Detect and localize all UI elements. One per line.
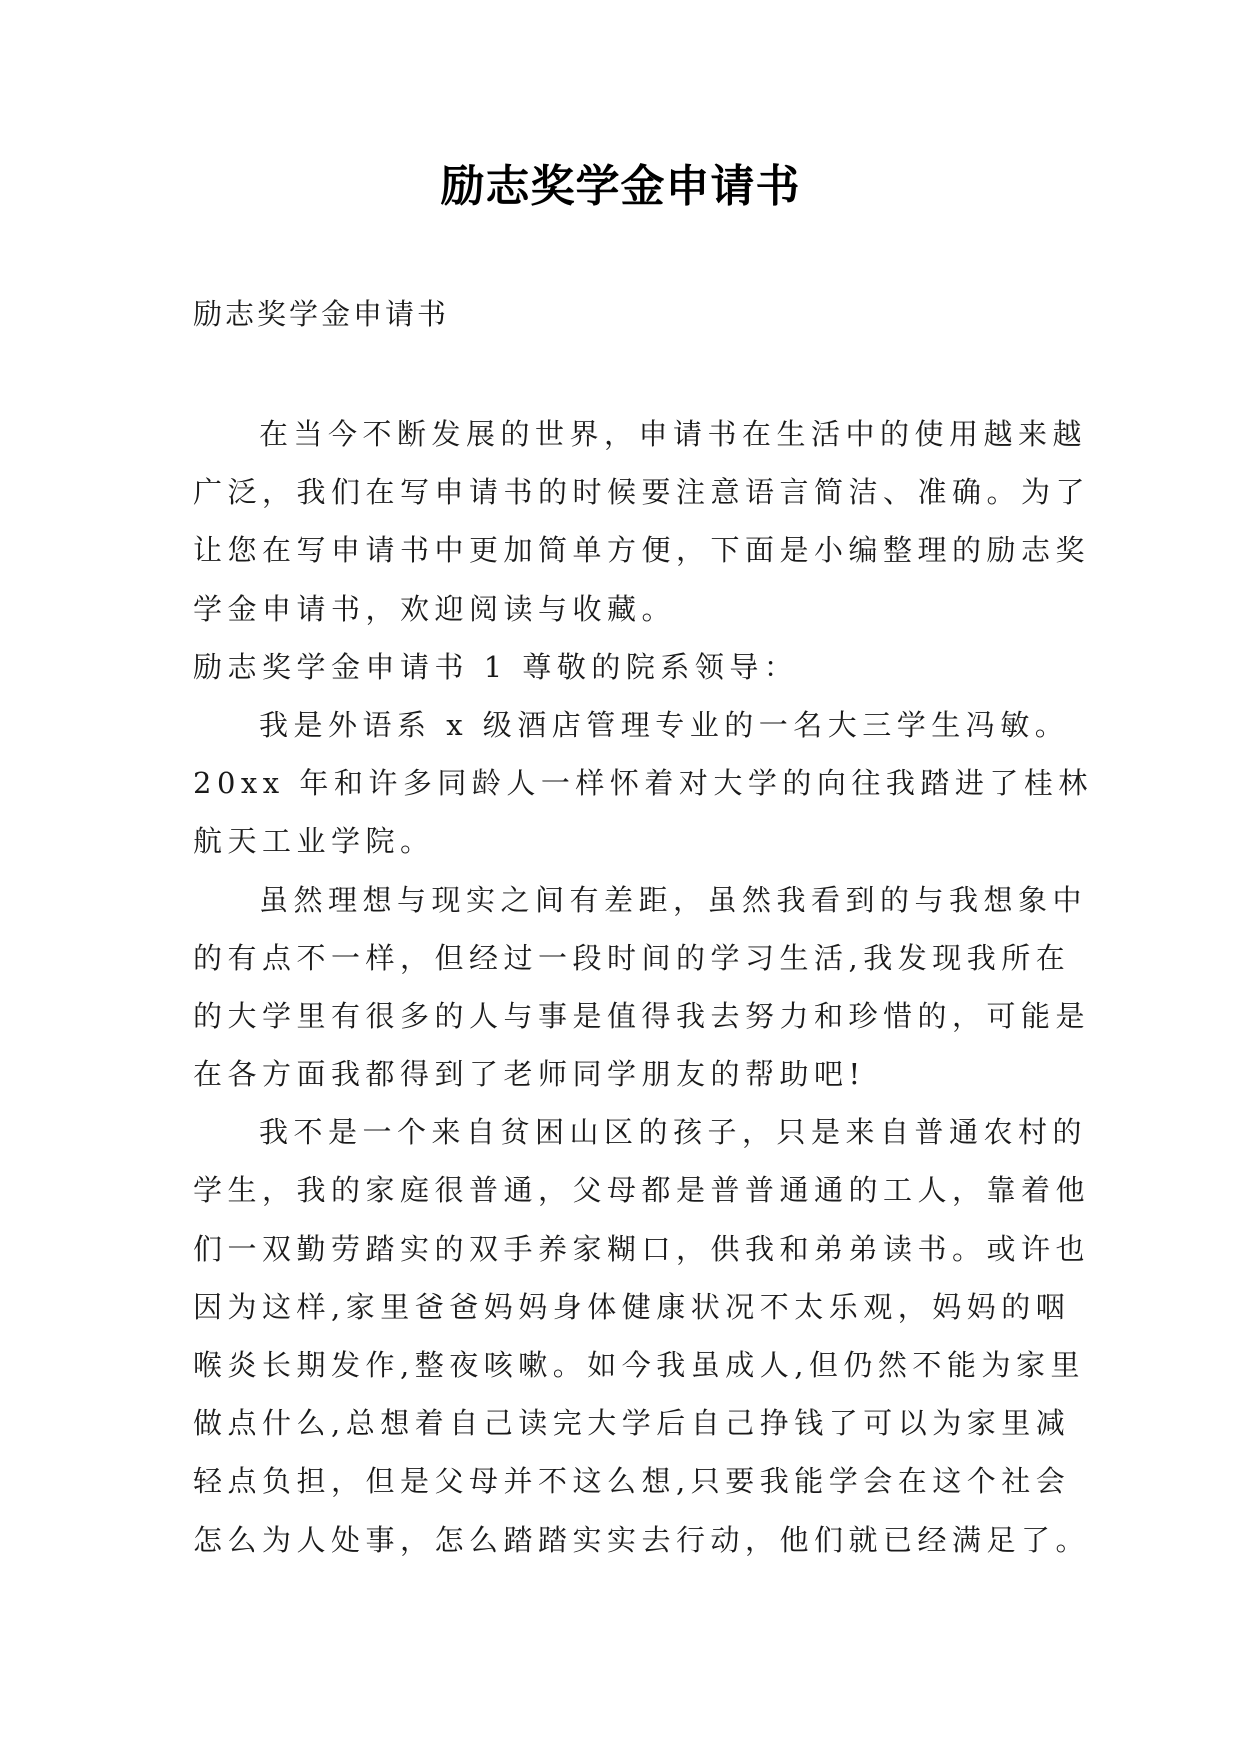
body-line: 让您在写申请书中更加简单方便，下面是小编整理的励志奖 — [193, 533, 1091, 568]
body-line: 做点什么,总想着自己读完大学后自己挣钱了可以为家里减 — [193, 1406, 1071, 1441]
document-body — [193, 405, 1093, 1569]
body-line: 因为这样,家里爸爸妈妈身体健康状况不太乐观，妈妈的咽 — [193, 1289, 1071, 1324]
body-line: 的有点不一样，但经过一段时间的学习生活,我发现我所在 — [193, 940, 1071, 975]
body-line: 们一双勤劳踏实的双手养家糊口，供我和弟弟读书。或许也 — [193, 1231, 1091, 1266]
document-title: 励志奖学金申请书 — [440, 161, 801, 212]
body-line: 航天工业学院。 — [193, 824, 435, 859]
body-line: 20xx 年和许多同龄人一样怀着对大学的向往我踏进了桂林 — [193, 766, 1093, 801]
body-line: 励志奖学金申请书 1 尊敬的院系领导： — [193, 649, 799, 684]
body-line: 喉炎长期发作,整夜咳嗽。如今我虽成人,但仍然不能为家里 — [193, 1348, 1085, 1382]
body-line: 我不是一个来自贫困山区的孩子，只是来自普通农村的 — [259, 1115, 1088, 1150]
body-line: 的大学里有很多的人与事是值得我去努力和珍惜的，可能是 — [193, 998, 1091, 1033]
body-line: 学生，我的家庭很普通，父母都是普普通通的工人，靠着他 — [193, 1173, 1091, 1208]
body-line: 我是外语系 x 级酒店管理专业的一名大三学生冯敏。 — [259, 707, 1070, 742]
body-line: 在各方面我都得到了老师同学朋友的帮助吧! — [193, 1057, 866, 1092]
body-line: 学金申请书，欢迎阅读与收藏。 — [193, 591, 677, 626]
document-subtitle: 励志奖学金申请书 — [193, 297, 450, 331]
body-line: 广泛，我们在写申请书的时候要注意语言简洁、准确。为了 — [193, 475, 1091, 510]
body-line: 轻点负担，但是父母并不这么想,只要我能学会在这个社会 — [193, 1464, 1071, 1499]
body-line: 虽然理想与现实之间有差距，虽然我看到的与我想象中 — [259, 882, 1088, 917]
body-line: 在当今不断发展的世界，申请书在生活中的使用越来越 — [259, 417, 1088, 451]
body-line: 怎么为人处事，怎么踏踏实实去行动，他们就已经满足了。 — [193, 1522, 1091, 1557]
